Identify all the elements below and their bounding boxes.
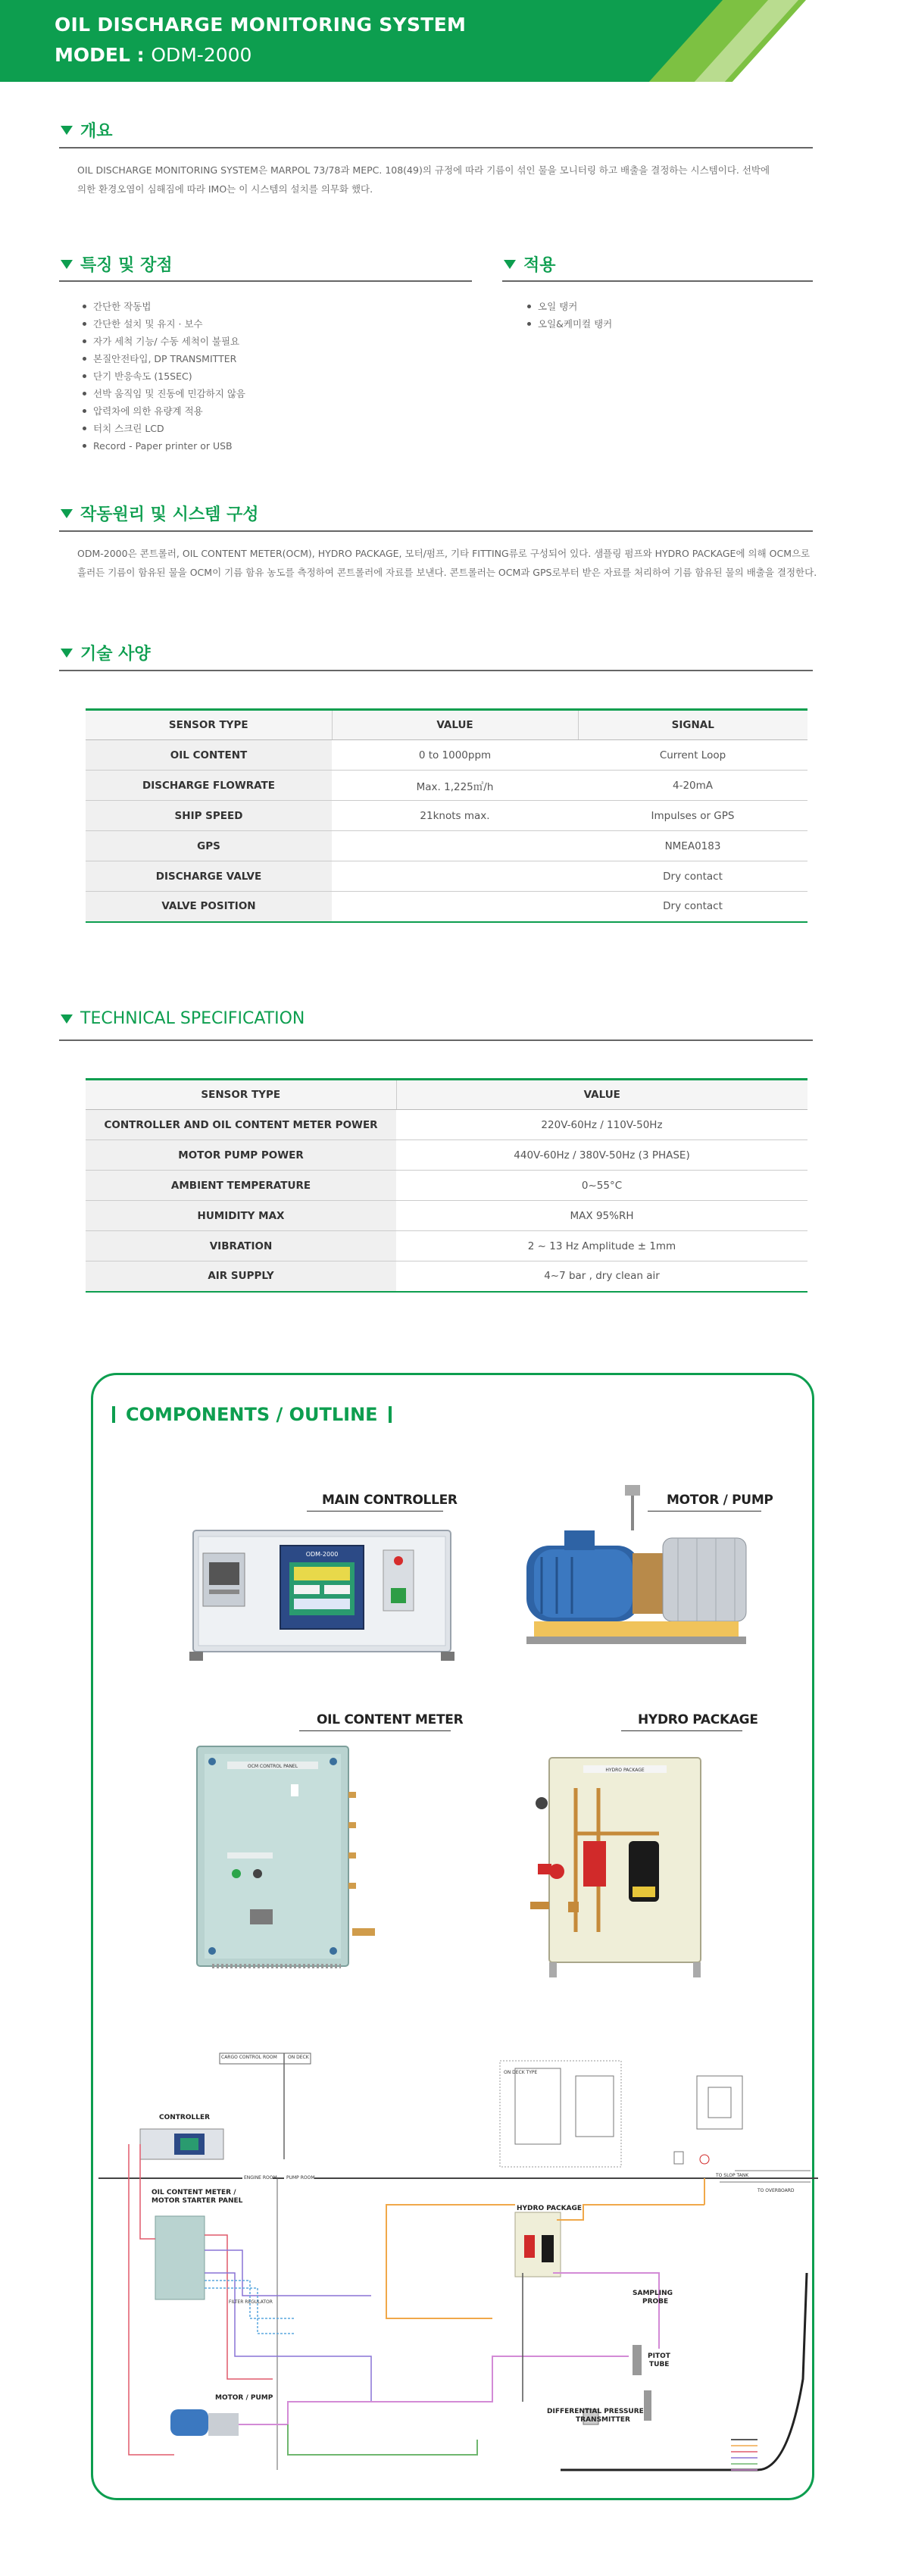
main-controller-image — [189, 1523, 454, 1663]
principle-line: ODM-2000은 콘트롤러, OIL CONTENT METER(OCM), HYDRO PACKAGE, 모터/펌프, 기타 FITTING류로 구성되어 있다. 샘플링 펌프와 HYDRO PACKAGE에 의해 OCM으로 — [77, 548, 811, 559]
column-header: VALUE — [332, 710, 578, 740]
section-divider — [59, 280, 472, 282]
table-cell: AMBIENT TEMPERATURE — [86, 1171, 396, 1201]
list-item: 압력차에 의한 유량계 적용 — [80, 402, 245, 420]
table-row — [86, 801, 807, 831]
dp-transmitter-label: TRANSMITTER — [576, 2416, 630, 2424]
page-header — [0, 0, 909, 82]
table-cell: NMEA0183 — [578, 831, 807, 861]
column-header: SENSOR TYPE — [86, 1080, 396, 1110]
principle-line: 흘러든 기름이 함유된 물을 OCM이 기름 함유 농도를 측정하여 콘트롤러에 자료를 보낸다. 콘트롤러는 OCM과 GPS로부터 받은 자료를 처리하여 기름 함유된 물의 배출을 결정한다. — [77, 567, 817, 578]
diagram-label: FILTER REGULATOR — [229, 2299, 273, 2305]
triangle-bullet-icon — [504, 260, 516, 269]
list-item: 간단한 작동법 — [80, 298, 245, 315]
dp-transmitter-label: DIFFERENTIAL PRESSURE — [547, 2408, 644, 2415]
leader-line — [299, 1730, 451, 1731]
list-item: 오일 탱커 — [524, 298, 612, 315]
triangle-bullet-icon — [61, 1014, 73, 1024]
diagram-label: ENGINE ROOM — [244, 2175, 277, 2181]
applications-heading — [504, 252, 556, 276]
page-title: OIL DISCHARGE MONITORING SYSTEM — [55, 14, 467, 36]
table-row — [86, 1201, 807, 1231]
pitot-tube-label: PITOT — [648, 2352, 670, 2360]
list-item: 오일&케미컬 탱커 — [524, 315, 612, 333]
oil-content-meter-label: OIL CONTENT METER — [317, 1712, 464, 1727]
table-row — [86, 1231, 807, 1261]
list-item: Record - Paper printer or USB — [80, 437, 245, 455]
model-value: ODM-2000 — [151, 44, 252, 66]
sampling-probe-label: SAMPLING — [633, 2290, 673, 2297]
table-row — [86, 1140, 807, 1171]
table-cell: VALVE POSITION — [86, 892, 332, 922]
table-row — [86, 861, 807, 892]
table-cell: OIL CONTENT — [86, 740, 332, 771]
triangle-bullet-icon — [61, 126, 73, 135]
section-divider — [59, 530, 813, 532]
table-header-row — [86, 1080, 807, 1110]
section-divider — [59, 147, 813, 148]
spec-en-title: TECHNICAL SPECIFICATION — [80, 1009, 305, 1028]
features-heading — [61, 252, 173, 276]
oil-content-meter-image — [189, 1739, 386, 1981]
column-header: SIGNAL — [578, 710, 807, 740]
applications-title: 적용 — [523, 256, 556, 275]
table-cell: 2 ~ 13 Hz Amplitude ± 1mm — [396, 1231, 807, 1261]
table-cell: Current Loop — [578, 740, 807, 771]
diagram-label: TO OVERBOARD — [758, 2188, 795, 2193]
list-item: 본질안전타입, DP TRANSMITTER — [80, 350, 245, 367]
table-cell: MAX 95%RH — [396, 1201, 807, 1231]
motor-pump-image — [519, 1485, 761, 1659]
leader-line — [307, 1511, 443, 1512]
spec-en-heading — [61, 1009, 305, 1028]
column-header: SENSOR TYPE — [86, 710, 332, 740]
column-header: VALUE — [396, 1080, 807, 1110]
diagram-label: ON DECK TYPE — [504, 2070, 538, 2075]
table-cell: 0 to 1000ppm — [332, 740, 578, 771]
features-list — [80, 298, 245, 455]
table-cell: GPS — [86, 831, 332, 861]
controller-label: CONTROLLER — [159, 2114, 211, 2121]
overview-text — [77, 161, 812, 199]
table-cell: CONTROLLER AND OIL CONTENT METER POWER — [86, 1110, 396, 1140]
leader-line — [621, 1730, 742, 1731]
motor-pump-label: MOTOR / PUMP — [215, 2394, 273, 2402]
table-cell: 440V-60Hz / 380V-50Hz (3 PHASE) — [396, 1140, 807, 1171]
diagram-label: PUMP ROOM — [286, 2175, 315, 2181]
diagram-label: ON DECK — [288, 2055, 309, 2060]
diagram-label: TO SLOP TANK — [716, 2173, 749, 2178]
hydro-panel-label: HYDRO PACKAGE — [605, 1768, 645, 1773]
list-item: 단기 반응속도 (15SEC) — [80, 367, 245, 385]
table-cell — [332, 831, 578, 861]
table-header-row — [86, 710, 807, 740]
pitot-tube-label: TUBE — [649, 2361, 670, 2368]
principle-heading — [61, 502, 259, 525]
hydro-package-label: HYDRO PACKAGE — [517, 2205, 583, 2212]
table-row — [86, 1171, 807, 1201]
table-cell: HUMIDITY MAX — [86, 1201, 396, 1231]
model-line — [55, 44, 251, 66]
table-cell: 220V-60Hz / 110V-50Hz — [396, 1110, 807, 1140]
diagram-label: CARGO CONTROL ROOM — [221, 2055, 277, 2060]
list-item: 간단한 설치 및 유지 · 보수 — [80, 315, 245, 333]
components-title: COMPONENTS / OUTLINE — [126, 1404, 378, 1425]
spec-kr-title: 기술 사양 — [80, 645, 151, 664]
principle-title: 작동원리 및 시스템 구성 — [80, 505, 259, 524]
overview-heading — [61, 118, 113, 142]
table-row — [86, 771, 807, 801]
table-cell: Dry contact — [578, 861, 807, 892]
sampling-probe-label: PROBE — [642, 2298, 669, 2306]
section-divider — [502, 280, 813, 282]
overview-title: 개요 — [80, 122, 113, 141]
list-item: 터치 스크린 LCD — [80, 420, 245, 437]
main-controller-label: MAIN CONTROLLER — [322, 1493, 458, 1508]
table-row — [86, 831, 807, 861]
list-item: 선박 움직임 및 진동에 민감하지 않음 — [80, 385, 245, 402]
table-cell: DISCHARGE VALVE — [86, 861, 332, 892]
title-bar-decoration — [389, 1406, 392, 1423]
spec-kr-table — [86, 708, 807, 923]
table-cell: VIBRATION — [86, 1231, 396, 1261]
ocm-panel-label: OIL CONTENT METER / — [152, 2189, 236, 2196]
spec-en-table — [86, 1078, 807, 1293]
triangle-bullet-icon — [61, 260, 73, 269]
table-cell: Dry contact — [578, 892, 807, 922]
table-cell — [332, 892, 578, 922]
hydro-package-image — [508, 1750, 720, 1993]
principle-text — [77, 544, 827, 582]
hydro-package-label: HYDRO PACKAGE — [638, 1712, 758, 1727]
controller-brand: ODM-2000 — [305, 1551, 339, 1558]
applications-list — [524, 298, 612, 333]
table-cell — [332, 861, 578, 892]
ocm-panel-label: MOTOR STARTER PANEL — [152, 2197, 243, 2205]
table-cell: MOTOR PUMP POWER — [86, 1140, 396, 1171]
overview-line: OIL DISCHARGE MONITORING SYSTEM은 MARPOL 73/78과 MEPC. 108(49)의 규정에 따라 기름이 섞인 물을 모니터링 하고 배출을 결정하는 시스템이다. 선박에 — [77, 164, 770, 176]
table-cell: Impulses or GPS — [578, 801, 807, 831]
section-divider — [59, 670, 813, 671]
table-row — [86, 740, 807, 771]
section-divider — [59, 1039, 813, 1041]
table-row — [86, 1261, 807, 1292]
spec-kr-heading — [61, 641, 151, 664]
ocm-panel-label: OCM CONTROL PANEL — [247, 1764, 298, 1769]
title-bar-decoration — [112, 1406, 115, 1423]
table-cell: 0~55°C — [396, 1171, 807, 1201]
triangle-bullet-icon — [61, 509, 73, 518]
list-item: 자가 세척 기능/ 수동 세척이 불필요 — [80, 333, 245, 350]
table-cell: 21knots max. — [332, 801, 578, 831]
table-cell: AIR SUPPLY — [86, 1261, 396, 1292]
overview-line: 의한 환경오염이 심해짐에 따라 IMO는 이 시스템의 설치를 의무화 했다. — [77, 183, 373, 195]
table-cell: SHIP SPEED — [86, 801, 332, 831]
model-label: MODEL : — [55, 44, 145, 66]
table-cell: DISCHARGE FLOWRATE — [86, 771, 332, 801]
features-title: 특징 및 장점 — [80, 256, 173, 275]
table-cell: Max. 1,225㎥/h — [332, 771, 578, 801]
table-cell: 4-20mA — [578, 771, 807, 801]
table-row — [86, 1110, 807, 1140]
table-row — [86, 892, 807, 922]
motor-pump-label: MOTOR / PUMP — [667, 1493, 773, 1508]
components-heading — [112, 1404, 392, 1425]
triangle-bullet-icon — [61, 649, 73, 658]
table-cell: 4~7 bar , dry clean air — [396, 1261, 807, 1292]
